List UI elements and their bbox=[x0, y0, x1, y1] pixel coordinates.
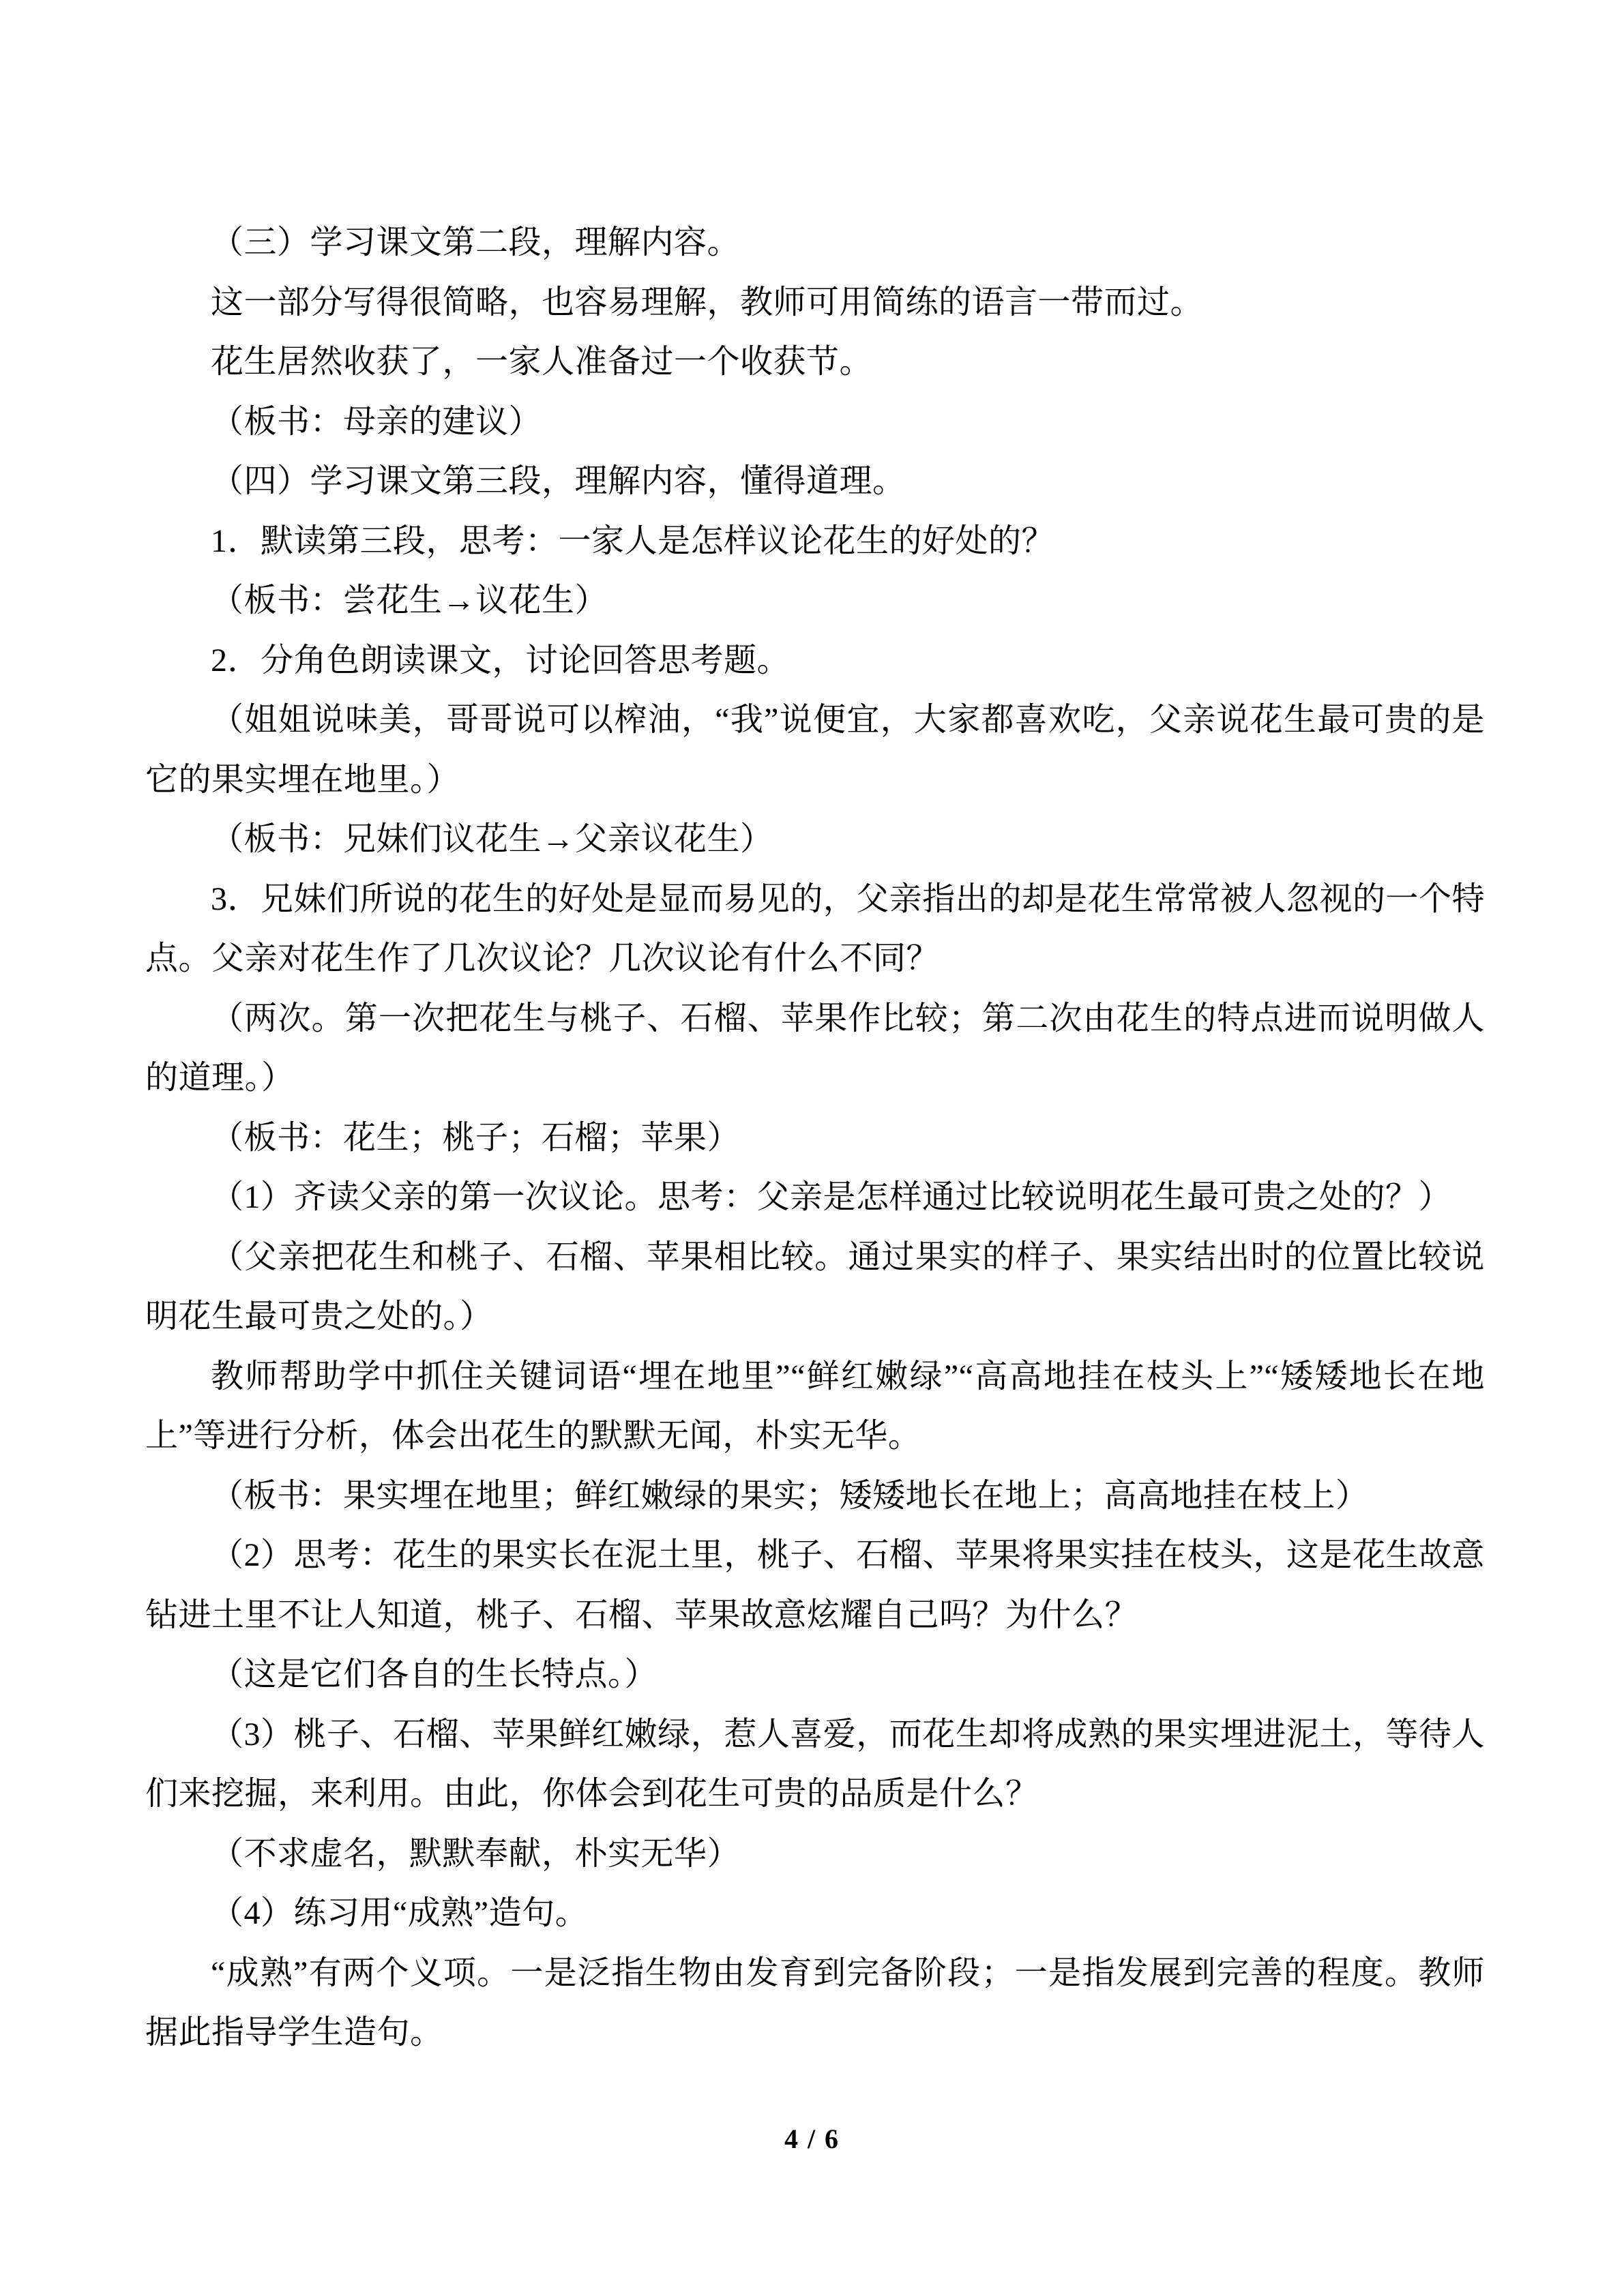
paragraph: （板书：果实埋在地里；鲜红嫩绿的果实；矮矮地长在地上；高高地挂在枝上） bbox=[211, 1477, 1369, 1514]
paragraph: 花生居然收获了，一家人准备过一个收获节。 bbox=[211, 344, 873, 380]
paragraph: （这是它们各自的生长特点。） bbox=[211, 1656, 658, 1693]
paragraph: （三）学习课文第二段，理解内容。 bbox=[211, 224, 741, 260]
paragraph: “成熟”有两个义项。一是泛指生物由发育到完备阶段；一是指发展到完善的程度。教师据此指导学生造句。 bbox=[145, 1954, 1485, 2051]
paragraph: （两次。第一次把花生与桃子、石榴、苹果作比较；第二次由花生的特点进而说明做人的道理。） bbox=[145, 1000, 1485, 1096]
page-number: 4 / 6 bbox=[784, 2123, 840, 2154]
paragraph: （板书：尝花生→议花生） bbox=[211, 582, 608, 618]
paragraph: 1．默读第三段，思考：一家人是怎样议论花生的好处的？ bbox=[211, 522, 1055, 559]
paragraph: （姐姐说味美，哥哥说可以榨油，“我”说便宜，大家都喜欢吃，父亲说花生最可贵的是它的果实埋在地里。） bbox=[145, 702, 1485, 798]
document-body bbox=[145, 213, 1485, 2063]
paragraph: 2．分角色朗读课文，讨论回答思考题。 bbox=[211, 642, 791, 679]
paragraph: （父亲把花生和桃子、石榴、苹果相比较。通过果实的样子、果实结出时的位置比较说明花生最可贵之处的。） bbox=[145, 1238, 1485, 1335]
paragraph: （4）练习用“成熟”造句。 bbox=[211, 1895, 589, 1931]
paragraph: 这一部分写得很简略，也容易理解，教师可用简练的语言一带而过。 bbox=[211, 284, 1204, 320]
paragraph: （板书：兄妹们议花生→父亲议花生） bbox=[211, 821, 773, 857]
paragraph: （3）桃子、石榴、苹果鲜红嫩绿，惹人喜爱，而花生却将成熟的果实埋进泥土，等待人们来挖掘，来利用。由此，你体会到花生可贵的品质是什么？ bbox=[145, 1716, 1485, 1812]
paragraph: （四）学习课文第三段，理解内容，懂得道理。 bbox=[211, 463, 906, 499]
paragraph: （不求虚名，默默奉献，朴实无华） bbox=[211, 1835, 741, 1872]
paragraph: 教师帮助学中抓住关键词语“埋在地里”“鲜红嫩绿”“高高地挂在枝头上”“矮矮地长在地上”等进行分析，体会出花生的默默无闻，朴实无华。 bbox=[145, 1358, 1485, 1454]
paragraph: 3．兄妹们所说的花生的好处是显而易见的，父亲指出的却是花生常常被人忽视的一个特点。父亲对花生作了几次议论？几次议论有什么不同？ bbox=[145, 880, 1485, 976]
paragraph: （2）思考：花生的果实长在泥土里，桃子、石榴、苹果将果实挂在枝头，这是花生故意钻进土里不让人知道，桃子、石榴、苹果故意炫耀自己吗？为什么？ bbox=[145, 1537, 1485, 1633]
paragraph: （板书：花生；桃子；石榴；苹果） bbox=[211, 1119, 741, 1156]
paragraph: （1）齐读父亲的第一次议论。思考：父亲是怎样通过比较说明花生最可贵之处的？） bbox=[211, 1179, 1452, 1215]
paragraph: （板书：母亲的建议） bbox=[211, 403, 542, 440]
